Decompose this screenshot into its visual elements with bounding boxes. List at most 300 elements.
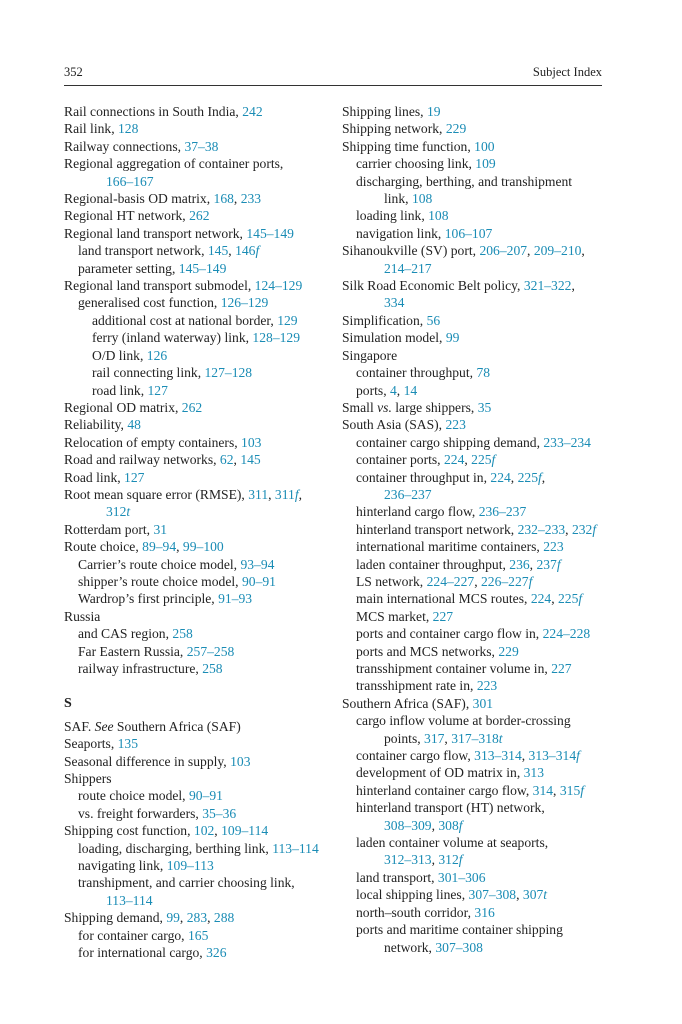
- page-reference-link[interactable]: 109: [475, 156, 496, 172]
- entry-text: container cargo shipping demand,: [356, 434, 544, 450]
- entry-text: LS network,: [356, 573, 427, 589]
- index-subentry: [342, 503, 612, 520]
- page-reference-link[interactable]: 225: [558, 591, 579, 607]
- entry-text: ferry (inland waterway) link,: [92, 330, 253, 346]
- page-reference-link[interactable]: f: [491, 452, 496, 468]
- index-entry: [64, 416, 334, 433]
- page-reference-link[interactable]: 99–100: [182, 539, 224, 555]
- index-subentry: [64, 944, 334, 961]
- entry-text: Singapore: [342, 347, 398, 363]
- entry-text: ,: [581, 243, 585, 259]
- index-subentry: [64, 840, 334, 857]
- page-reference-link[interactable]: 237: [536, 556, 557, 572]
- page-reference-link[interactable]: 223: [476, 678, 498, 694]
- page-reference-link[interactable]: 127: [147, 382, 168, 398]
- entry-text: ,: [396, 382, 404, 398]
- page-reference-link[interactable]: 317–318: [451, 730, 499, 746]
- entry-text: Road link,: [64, 469, 125, 485]
- page-reference-link[interactable]: 48: [127, 417, 141, 433]
- index-entry: [342, 399, 612, 416]
- entry-text: Seasonal difference in supply,: [64, 753, 231, 769]
- entry-text: shipper’s route choice model,: [78, 573, 242, 589]
- entry-text: Simplification,: [342, 312, 427, 328]
- entry-text: Regional land transport submodel,: [64, 278, 255, 294]
- index-subentry: [64, 927, 334, 944]
- entry-text: Railway connections,: [64, 138, 185, 154]
- entry-text: rail connecting link,: [92, 365, 205, 381]
- entry-text: ,: [233, 191, 241, 207]
- entry-text: hinterland transport (HT) network,: [356, 800, 545, 816]
- index-subentry: [64, 573, 334, 590]
- entry-text: ,: [510, 469, 518, 485]
- index-subentry: [342, 921, 612, 938]
- entry-text: container throughput in,: [356, 469, 491, 485]
- index-entry: [64, 399, 334, 416]
- entry-text: local shipping lines,: [356, 887, 469, 903]
- index-entry-continuation: [342, 817, 612, 834]
- index-subentry: [342, 747, 612, 764]
- entry-text: Southern Africa (SAF): [113, 718, 241, 734]
- index-entry: [64, 521, 334, 538]
- entry-text: Rotterdam port,: [64, 521, 154, 537]
- page-reference-link[interactable]: 312: [438, 852, 459, 868]
- page-reference-link[interactable]: 307–308: [435, 939, 483, 955]
- index-entry: [342, 312, 612, 329]
- running-title: Subject Index: [532, 65, 602, 79]
- page-reference-link[interactable]: 326: [206, 945, 227, 961]
- page-reference-link[interactable]: 145–149: [246, 225, 294, 241]
- index-entry: [64, 909, 334, 926]
- index-entry: [64, 486, 334, 503]
- entry-text: cargo inflow volume at border-crossing: [356, 713, 571, 729]
- page-reference-link[interactable]: 308–309: [384, 817, 432, 833]
- page-reference-link[interactable]: f: [592, 521, 597, 537]
- page-reference-link[interactable]: 227: [432, 608, 454, 624]
- page-reference-link[interactable]: t: [543, 887, 548, 903]
- page-reference-link[interactable]: 308: [438, 817, 459, 833]
- page-reference-link[interactable]: 93–94: [240, 556, 275, 572]
- index-column-left: [64, 103, 334, 962]
- page-reference-link[interactable]: 258: [202, 661, 223, 676]
- page-reference-link[interactable]: 165: [187, 927, 209, 943]
- entry-text: generalised cost function,: [78, 295, 221, 311]
- index-subentry: [342, 764, 612, 781]
- entry-text: ,: [179, 910, 187, 926]
- page-reference-link[interactable]: 109–114: [221, 823, 269, 839]
- entry-text: ,: [176, 539, 183, 555]
- page-reference-link[interactable]: f: [578, 591, 583, 607]
- index-subentry: [342, 625, 612, 642]
- index-entry: [342, 120, 612, 137]
- page-reference-link[interactable]: 135: [117, 736, 139, 752]
- index-subentry: [64, 787, 334, 804]
- page-reference-link[interactable]: 108: [428, 208, 449, 224]
- page-reference-link[interactable]: 224: [530, 591, 552, 607]
- page-reference-link[interactable]: 146: [235, 243, 256, 259]
- index-entry-continuation: [342, 294, 612, 311]
- page-reference-link[interactable]: 313–314: [528, 748, 577, 764]
- entry-text: Wardrop’s first principle,: [78, 591, 219, 607]
- index-subentry: [64, 294, 334, 311]
- entry-text: ,: [233, 452, 241, 468]
- entry-text: land transport network,: [78, 243, 208, 259]
- page-reference-link[interactable]: 103: [230, 753, 251, 769]
- entry-text: Shippers: [64, 771, 112, 787]
- page-reference-link[interactable]: 225: [471, 452, 492, 468]
- page-reference-link[interactable]: f: [294, 486, 299, 502]
- index-entry: [64, 120, 334, 137]
- page-reference-link[interactable]: 127–128: [204, 365, 253, 381]
- entry-text: ,: [431, 852, 439, 868]
- page-reference-link[interactable]: 168: [213, 191, 234, 207]
- entry-text: ports and container cargo flow in,: [356, 626, 543, 642]
- entry-text: ,: [214, 823, 222, 839]
- entry-text: Russia: [64, 608, 101, 624]
- page-reference-link[interactable]: 307: [522, 887, 544, 903]
- page-reference-link[interactable]: 233: [240, 191, 262, 207]
- page-reference-link[interactable]: 225: [517, 469, 538, 485]
- entry-text: container cargo flow,: [356, 748, 475, 764]
- entry-text: ports,: [356, 382, 390, 398]
- entry-text: Regional land transport network,: [64, 225, 247, 241]
- index-entry-continuation: [342, 190, 612, 207]
- index-entry: [64, 103, 334, 120]
- index-subentry: [342, 869, 612, 886]
- entry-text: transhipment, and carrier choosing link,: [78, 875, 295, 891]
- page-reference-link[interactable]: 224–228: [542, 626, 591, 642]
- page-reference-link[interactable]: 257–258: [186, 643, 235, 659]
- page-reference-link[interactable]: f: [580, 782, 585, 798]
- entry-text: Small: [342, 399, 378, 415]
- index-subentry: [64, 874, 334, 891]
- index-entry: [342, 329, 612, 346]
- entry-text: ,: [541, 469, 546, 485]
- index-subentry: [342, 538, 612, 555]
- index-subentry: [64, 242, 334, 259]
- page-reference-link[interactable]: 242: [242, 104, 263, 119]
- index-entry-continuation: [64, 892, 334, 909]
- page-reference-link[interactable]: 227: [551, 661, 572, 676]
- entry-text: discharging, berthing, and transhipment: [356, 173, 573, 189]
- index-entry: [64, 469, 334, 486]
- index-entry: [64, 608, 334, 625]
- index-entry-continuation: [342, 939, 612, 956]
- page-reference-link[interactable]: 90–91: [241, 573, 276, 589]
- page-reference-link[interactable]: 113–114: [106, 892, 153, 908]
- entry-text: Regional aggregation of container ports,: [64, 156, 284, 172]
- entry-text: for international cargo,: [78, 945, 207, 961]
- index-subentry: [342, 469, 612, 486]
- index-entry: [342, 242, 612, 259]
- entry-text: South Asia (SAS),: [342, 417, 446, 433]
- page-reference-link[interactable]: 316: [474, 904, 495, 920]
- entry-text: Shipping demand,: [64, 910, 167, 926]
- index-entry-continuation: [342, 730, 612, 747]
- entry-text: vs.: [377, 399, 392, 415]
- index-subentry: [342, 155, 612, 172]
- index-subentry: [64, 347, 334, 364]
- entry-text: Seaports,: [64, 736, 118, 752]
- page-reference-link[interactable]: 283: [186, 910, 208, 926]
- page-reference-link[interactable]: 209–210: [533, 243, 582, 259]
- index-subentry: [64, 312, 334, 329]
- index-entry: [64, 451, 334, 468]
- page-reference-link[interactable]: 113–114: [272, 840, 319, 856]
- entry-text: Rail connections in South India,: [64, 104, 243, 119]
- entry-text: container ports,: [356, 452, 444, 468]
- index-entry-continuation: [64, 173, 334, 190]
- page-reference-link[interactable]: 19: [426, 104, 441, 119]
- entry-text: network,: [384, 939, 436, 955]
- page-reference-link[interactable]: t: [498, 730, 503, 746]
- page-reference-link[interactable]: 128: [118, 121, 139, 137]
- index-subentry: [342, 643, 612, 660]
- page-reference-link[interactable]: 35: [477, 399, 492, 415]
- page-reference-link[interactable]: 313: [523, 765, 545, 781]
- page-reference-link[interactable]: 236: [509, 556, 530, 572]
- page-reference-link[interactable]: 206–207: [479, 243, 528, 259]
- entry-text: Relocation of empty containers,: [64, 434, 242, 450]
- page-reference-link[interactable]: 214–217: [384, 260, 432, 276]
- entry-text: container throughput,: [356, 365, 477, 381]
- page-reference-link[interactable]: 236–237: [384, 486, 432, 502]
- index-entry: [64, 753, 334, 770]
- page-reference-link[interactable]: 262: [181, 399, 203, 415]
- running-header: [64, 63, 602, 86]
- index-subentry: [342, 382, 612, 399]
- index-entry: [64, 718, 334, 735]
- index-subentry: [64, 643, 334, 660]
- entry-text: Southern Africa (SAF),: [342, 695, 473, 711]
- index-subentry: [64, 556, 334, 573]
- page-reference-link[interactable]: 223: [445, 417, 466, 433]
- entry-text: ,: [551, 591, 558, 607]
- page-reference-link[interactable]: 126: [146, 347, 168, 363]
- page-reference-link[interactable]: 312–313: [384, 852, 432, 868]
- entry-text: additional cost at national border,: [92, 312, 278, 328]
- entry-text: Simulation model,: [342, 330, 446, 346]
- index-entry: [64, 822, 334, 839]
- entry-text: north–south corridor,: [356, 904, 475, 920]
- entry-text: ,: [516, 887, 523, 903]
- index-entry: [64, 735, 334, 752]
- entry-text: SAF.: [64, 718, 95, 734]
- entry-text: hinterland transport network,: [356, 521, 518, 537]
- entry-text: international maritime containers,: [356, 539, 544, 555]
- page-reference-link[interactable]: 99: [166, 910, 180, 926]
- page-reference-link[interactable]: 89–94: [142, 539, 177, 555]
- entry-text: development of OD matrix in,: [356, 765, 524, 781]
- entry-text: Route choice,: [64, 539, 143, 555]
- page-reference-link[interactable]: 90–91: [188, 788, 223, 804]
- index-subentry: [64, 805, 334, 822]
- index-entry-continuation: [64, 503, 334, 520]
- page-reference-link[interactable]: 312: [106, 504, 127, 520]
- page-reference-link[interactable]: f: [528, 573, 533, 589]
- entry-text: and CAS region,: [78, 626, 173, 642]
- entry-text: link,: [384, 191, 412, 207]
- index-entry: [342, 695, 612, 712]
- entry-text: points,: [384, 730, 425, 746]
- page-reference-link[interactable]: t: [126, 504, 131, 520]
- page-reference-link[interactable]: 145: [240, 452, 261, 468]
- index-entry-continuation: [342, 851, 612, 868]
- index-column-right: [342, 103, 612, 956]
- index-subentry: [342, 886, 612, 903]
- page-reference-link[interactable]: 103: [241, 434, 262, 450]
- index-entry: [342, 138, 612, 155]
- page-number: 352: [64, 65, 83, 79]
- page-reference-link[interactable]: 166–167: [106, 173, 154, 189]
- entry-text: ports and MCS networks,: [356, 643, 499, 659]
- entry-text: Sihanoukville (SV) port,: [342, 243, 480, 259]
- page-reference-link[interactable]: 129: [277, 312, 298, 328]
- page-reference-link[interactable]: 145: [207, 243, 229, 259]
- entry-text: land transport,: [356, 869, 438, 885]
- entry-text: laden container volume at seaports,: [356, 835, 549, 851]
- page-reference-link[interactable]: 4: [389, 382, 397, 398]
- page-reference-link[interactable]: 224: [490, 469, 511, 485]
- page-reference-link[interactable]: 224: [443, 452, 465, 468]
- page-reference-link[interactable]: 301–306: [437, 869, 486, 885]
- entry-text: navigation link,: [356, 225, 445, 241]
- page-reference-link[interactable]: f: [255, 243, 260, 259]
- entry-text: ,: [431, 817, 439, 833]
- entry-text: MCS market,: [356, 608, 433, 624]
- page-reference-link[interactable]: 321–322: [523, 278, 572, 294]
- page-reference-link[interactable]: f: [458, 817, 463, 833]
- index-entry: [342, 347, 612, 364]
- index-entry: [64, 770, 334, 787]
- page-reference-link[interactable]: 229: [445, 121, 467, 137]
- index-subentry: [342, 556, 612, 573]
- page-reference-link[interactable]: 14: [403, 382, 418, 398]
- page-reference-link[interactable]: 232–233: [517, 521, 566, 537]
- page-reference-link[interactable]: f: [556, 556, 561, 572]
- page-reference-link[interactable]: f: [458, 852, 463, 868]
- entry-text: See: [94, 718, 114, 734]
- entry-text: Regional HT network,: [64, 208, 190, 224]
- page-reference-link[interactable]: 311: [248, 486, 269, 502]
- entry-text: Regional-basis OD matrix,: [64, 191, 214, 207]
- page-reference-link[interactable]: f: [537, 469, 542, 485]
- entry-text: navigating link,: [78, 858, 167, 874]
- entry-text: main international MCS routes,: [356, 591, 531, 607]
- index-subentry: [342, 451, 612, 468]
- index-subentry: [64, 382, 334, 399]
- page-reference-link[interactable]: 145–149: [178, 260, 227, 276]
- page-reference-link[interactable]: 288: [213, 910, 235, 926]
- page-reference-link[interactable]: 224–227: [426, 573, 475, 589]
- entry-text: for container cargo,: [78, 927, 188, 943]
- index-entry: [342, 416, 612, 433]
- index-entry: [64, 190, 334, 207]
- page-reference-link[interactable]: 91–93: [218, 591, 253, 607]
- index-subentry: [342, 799, 612, 816]
- index-subentry: [342, 712, 612, 729]
- index-entry: [64, 225, 334, 242]
- entry-text: route choice model,: [78, 788, 189, 804]
- index-entry: [342, 277, 612, 294]
- entry-text: Carrier’s route choice model,: [78, 556, 241, 572]
- entry-text: laden container throughput,: [356, 556, 510, 572]
- page-reference-link[interactable]: 99: [445, 330, 460, 346]
- page-reference-link[interactable]: 229: [498, 643, 519, 659]
- index-subentry: [342, 834, 612, 851]
- page-reference-link[interactable]: 258: [172, 626, 193, 642]
- page-reference-link[interactable]: 126–129: [220, 295, 269, 311]
- page-reference-link[interactable]: 102: [193, 823, 215, 839]
- entry-text: Reliability,: [64, 417, 128, 433]
- page-reference-link[interactable]: 236–237: [478, 504, 527, 520]
- entry-text: loading, discharging, berthing link,: [78, 840, 273, 856]
- index-subentry: [64, 857, 334, 874]
- page-reference-link[interactable]: 35–36: [202, 805, 237, 821]
- index-subentry: [342, 521, 612, 538]
- page-reference-link[interactable]: 108: [411, 191, 433, 207]
- index-subentry: [342, 434, 612, 451]
- page-reference-link[interactable]: 301: [472, 695, 494, 711]
- entry-text: ,: [553, 782, 560, 798]
- page-reference-link[interactable]: 311: [274, 486, 295, 502]
- entry-text: road link,: [92, 382, 148, 398]
- index-subentry: [342, 573, 612, 590]
- page-reference-link[interactable]: 124–129: [254, 278, 303, 294]
- page-reference-link[interactable]: 62: [219, 452, 234, 468]
- page-reference-link[interactable]: 226–227: [480, 573, 529, 589]
- entry-text: Shipping network,: [342, 121, 446, 137]
- page-reference-link[interactable]: f: [576, 748, 580, 764]
- entry-text: Root mean square error (RMSE),: [64, 486, 249, 502]
- index-subentry: [342, 904, 612, 921]
- page-reference-link[interactable]: 127: [124, 469, 145, 485]
- page-reference-link[interactable]: 106–107: [444, 225, 493, 241]
- page-reference-link[interactable]: 128–129: [252, 330, 300, 346]
- page-reference-link[interactable]: 37–38: [184, 138, 219, 154]
- entry-text: Silk Road Economic Belt policy,: [342, 278, 524, 294]
- page-reference-link[interactable]: 31: [153, 521, 168, 537]
- entry-text: transshipment container volume in,: [356, 661, 552, 676]
- index-subentry: [342, 782, 612, 799]
- entry-text: vs. freight forwarders,: [78, 805, 203, 821]
- index-subentry: [342, 590, 612, 607]
- page-reference-link[interactable]: 262: [189, 208, 210, 224]
- page-reference-link[interactable]: 232: [571, 521, 593, 537]
- page-reference-link[interactable]: 78: [476, 365, 491, 381]
- index-subentry: [342, 364, 612, 381]
- index-subentry: [64, 625, 334, 642]
- page-reference-link[interactable]: 314: [532, 782, 554, 798]
- entry-text: Rail link,: [64, 121, 118, 137]
- page-reference-link[interactable]: 307–308: [468, 887, 517, 903]
- entry-text: O/D link,: [92, 347, 147, 363]
- page-reference-link[interactable]: 223: [543, 539, 564, 555]
- entry-text: parameter setting,: [78, 260, 179, 276]
- page-reference-link[interactable]: 56: [426, 312, 441, 328]
- page-reference-link[interactable]: 315: [559, 782, 581, 798]
- index-subentry: [64, 590, 334, 607]
- page-reference-link[interactable]: 334: [384, 295, 405, 311]
- index-entry: [64, 277, 334, 294]
- page-reference-link[interactable]: 317: [424, 730, 445, 746]
- page-reference-link[interactable]: 233–234: [543, 434, 591, 450]
- page-reference-link[interactable]: 313–314: [474, 748, 522, 764]
- page-reference-link[interactable]: 109–113: [166, 858, 214, 874]
- section-letter: S: [64, 696, 72, 712]
- page-reference-link[interactable]: 100: [474, 138, 495, 154]
- entry-text: Road and railway networks,: [64, 452, 220, 468]
- index-subentry: [342, 173, 612, 190]
